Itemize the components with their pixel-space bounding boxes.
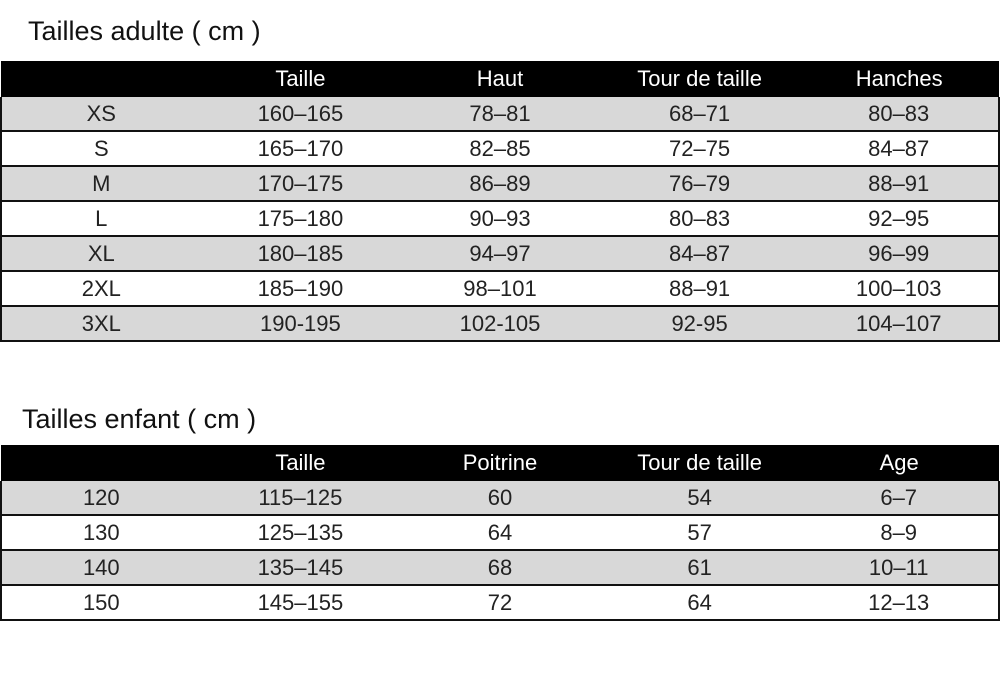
size-label: S (1, 131, 201, 166)
table-cell: 145–155 (201, 585, 401, 620)
table-cell: 64 (600, 585, 800, 620)
table-row (1, 97, 999, 131)
table-row (1, 236, 999, 271)
size-label: M (1, 166, 201, 201)
table-row (1, 166, 999, 201)
table-cell: 165–170 (201, 131, 401, 166)
size-label: 130 (1, 515, 201, 550)
table-cell: 92-95 (600, 306, 800, 341)
table-cell: 57 (600, 515, 800, 550)
table-cell: 160–165 (201, 97, 401, 131)
table-cell: 84–87 (600, 236, 800, 271)
table-cell: 170–175 (201, 166, 401, 201)
table-cell: 68 (400, 550, 600, 585)
size-label: L (1, 201, 201, 236)
table-cell: 12–13 (799, 585, 999, 620)
table-cell: 72 (400, 585, 600, 620)
table-cell: 6–7 (799, 481, 999, 515)
table-cell: 190-195 (201, 306, 401, 341)
table-cell: 10–11 (799, 550, 999, 585)
table-cell: 94–97 (400, 236, 600, 271)
table-cell: 76–79 (600, 166, 800, 201)
column-header (1, 445, 201, 481)
table-cell: 90–93 (400, 201, 600, 236)
table-cell: 78–81 (400, 97, 600, 131)
column-header-taille: Taille (201, 445, 401, 481)
table-cell: 8–9 (799, 515, 999, 550)
table-cell: 180–185 (201, 236, 401, 271)
table-cell: 185–190 (201, 271, 401, 306)
table-cell: 92–95 (799, 201, 999, 236)
table-row (1, 515, 999, 550)
table-cell: 72–75 (600, 131, 800, 166)
table-header-row (1, 445, 999, 481)
table-cell: 84–87 (799, 131, 999, 166)
table-cell: 175–180 (201, 201, 401, 236)
child-size-title: Tailles enfant ( cm ) (22, 404, 257, 434)
table-cell: 135–145 (201, 550, 401, 585)
table-cell: 64 (400, 515, 600, 550)
table-cell: 82–85 (400, 131, 600, 166)
column-header-haut: Haut (400, 61, 600, 97)
size-label: XL (1, 236, 201, 271)
table-cell: 98–101 (400, 271, 600, 306)
size-label: 120 (1, 481, 201, 515)
table-row (1, 131, 999, 166)
size-label: 150 (1, 585, 201, 620)
table-cell: 60 (400, 481, 600, 515)
size-label: 2XL (1, 271, 201, 306)
table-cell: 96–99 (799, 236, 999, 271)
child-size-table (0, 445, 1000, 621)
table-cell: 125–135 (201, 515, 401, 550)
column-header-poitrine: Poitrine (400, 445, 600, 481)
adult-size-title: Tailles adulte ( cm ) (28, 16, 261, 46)
table-cell: 61 (600, 550, 800, 585)
table-cell: 80–83 (799, 97, 999, 131)
adult-size-table (0, 61, 1000, 342)
table-cell: 115–125 (201, 481, 401, 515)
table-cell: 80–83 (600, 201, 800, 236)
column-header-tour-de-taille: Tour de taille (600, 445, 800, 481)
column-header (1, 61, 201, 97)
size-label: 3XL (1, 306, 201, 341)
column-header-tour-de-taille: Tour de taille (600, 61, 800, 97)
table-cell: 86–89 (400, 166, 600, 201)
table-row (1, 306, 999, 341)
table-row (1, 550, 999, 585)
table-row (1, 481, 999, 515)
size-label: 140 (1, 550, 201, 585)
column-header-hanches: Hanches (799, 61, 999, 97)
table-cell: 88–91 (799, 166, 999, 201)
table-cell: 104–107 (799, 306, 999, 341)
table-cell: 102-105 (400, 306, 600, 341)
table-cell: 100–103 (799, 271, 999, 306)
table-row (1, 271, 999, 306)
table-cell: 54 (600, 481, 800, 515)
table-header-row (1, 61, 999, 97)
table-row (1, 201, 999, 236)
table-row (1, 585, 999, 620)
column-header-taille: Taille (201, 61, 401, 97)
column-header-age: Age (799, 445, 999, 481)
size-label: XS (1, 97, 201, 131)
table-cell: 88–91 (600, 271, 800, 306)
table-cell: 68–71 (600, 97, 800, 131)
